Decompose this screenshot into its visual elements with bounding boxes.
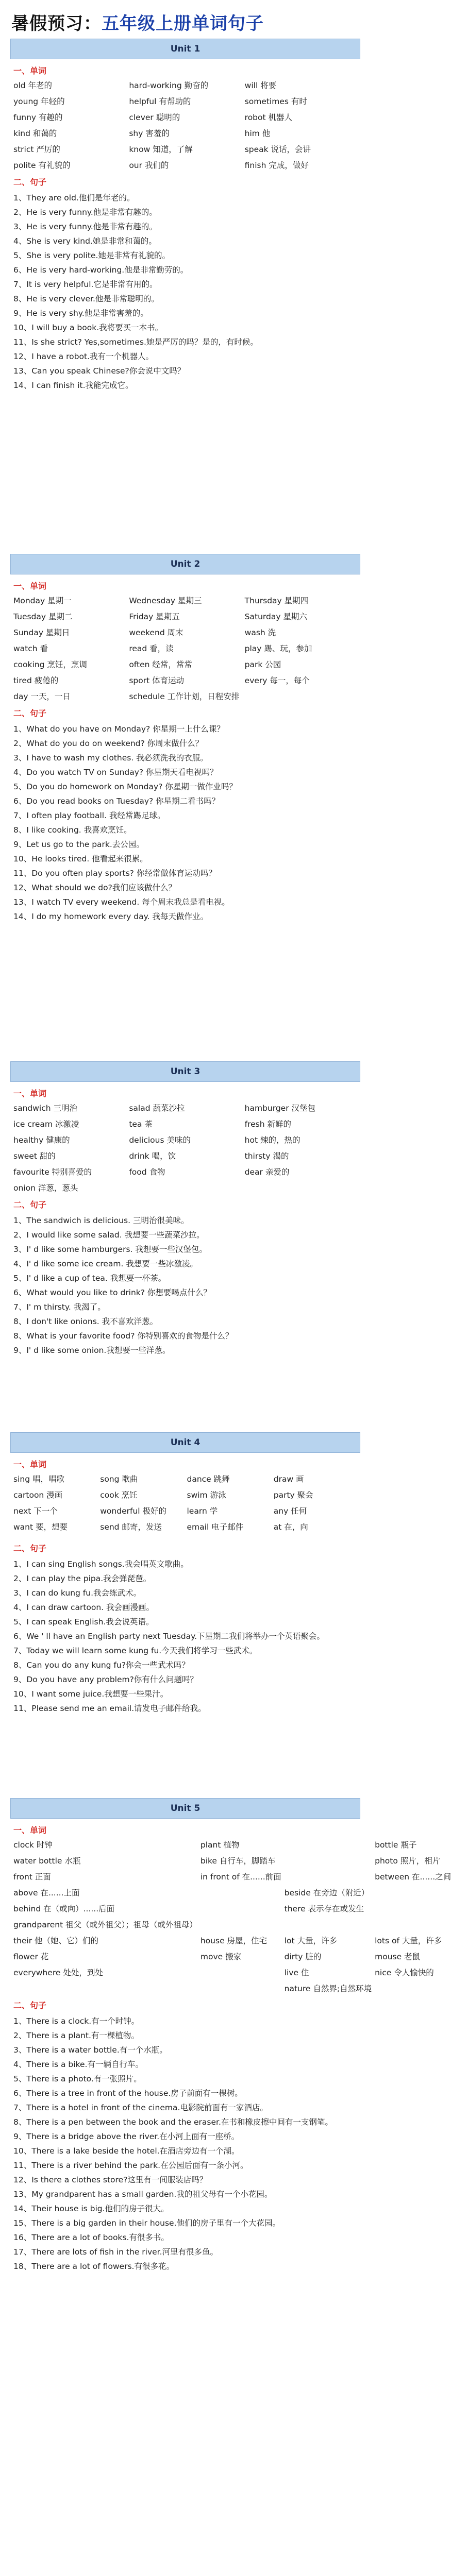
sentence-item: 6、There is a tree in front of the house.房子前面有一棵树。 <box>13 2089 243 2098</box>
sentence-item: 7、I often play football. 我经常踢足球。 <box>13 811 165 820</box>
sentence-item: 8、I don't like onions. 我不喜欢洋葱。 <box>13 1317 158 1326</box>
sentence-item: 4、Do you watch TV on Sunday? 你星期天看电视吗？ <box>13 768 218 777</box>
word-cell: email 电子邮件 <box>187 1522 244 1532</box>
word-cell: sandwich 三明治 <box>13 1104 77 1113</box>
sentence-item: 13、My grandparent has a small garden.我的祖父母有一个小花园。 <box>13 2190 273 2199</box>
word-cell: often 经常，常常 <box>129 660 192 669</box>
sentence-item: 6、Do you read books on Tuesday? 你星期二看书吗？ <box>13 796 220 806</box>
word-cell: sing 唱，唱歌 <box>13 1475 64 1484</box>
sentence-item: 16、There are a lot of books.有很多书。 <box>13 2233 169 2242</box>
word-cell: bottle 瓶子 <box>375 1840 417 1850</box>
unit-4-words-heading: 一、单词 <box>13 1460 47 1469</box>
unit-3-sentence-list <box>10 1213 360 1358</box>
word-cell <box>201 1919 281 1930</box>
unit-2-sentence-list <box>10 722 360 924</box>
sentence-item: 1、There is a clock.有一个时钟。 <box>13 2016 140 2026</box>
word-cell: mouse 老鼠 <box>375 1952 421 1961</box>
unit-1-words-heading: 一、单词 <box>13 66 47 76</box>
word-cell: lot 大量，许多 <box>284 1936 337 1945</box>
word-cell: sometimes 有时 <box>244 97 307 106</box>
sentence-item: 12、I have a robot.我有一个机器人。 <box>13 352 154 361</box>
sentence-item: 5、She is very polite.她是非常有礼貌的。 <box>13 251 170 260</box>
sentence-item: 1、The sandwich is delicious. 三明治很美味。 <box>13 1216 189 1225</box>
word-cell: beside 在旁边（附近） <box>284 1888 370 1897</box>
word-cell: play 踢、玩，参加 <box>244 644 312 653</box>
sentence-item: 5、I' d like a cup of tea. 我想要一杯茶。 <box>13 1274 166 1283</box>
word-cell: know 知道，了解 <box>129 145 193 154</box>
word-cell: speak 说话，会讲 <box>244 145 311 154</box>
word-cell: clock 时钟 <box>13 1840 53 1850</box>
word-cell: nature 自然界;自然环境 <box>284 1984 372 1993</box>
word-cell: onion 洋葱，葱头 <box>13 1183 78 1193</box>
word-cell: salad 蔬菜沙拉 <box>129 1104 185 1113</box>
sentence-item: 4、She is very kind.她是非常和蔼的。 <box>13 236 157 246</box>
sentence-item: 4、I can draw cartoon. 我会画漫画。 <box>13 1603 155 1612</box>
sentence-item: 7、It is very helpful.它是非常有用的。 <box>13 280 158 289</box>
word-cell: cartoon 漫画 <box>13 1490 63 1500</box>
sentence-item: 2、He is very funny.他是非常有趣的。 <box>13 208 157 217</box>
sentence-item: 8、There is a pen between the book and the eraser.在书和橡皮擦中间有一支钢笔。 <box>13 2117 333 2127</box>
sentence-item: 18、There are a lot of flowers.有很多花。 <box>13 2262 174 2271</box>
sentence-item: 15、There is a big garden in their house.他们的房子里有一个大花园。 <box>13 2218 281 2228</box>
word-cell: dear 亲爱的 <box>244 1167 290 1177</box>
sentence-item: 8、Can you do any kung fu?你会一些武术吗？ <box>13 1660 190 1670</box>
sentence-item: 4、There is a bike.有一辆自行车。 <box>13 2060 143 2069</box>
sentence-item: 1、They are old.他们是年老的。 <box>13 193 135 202</box>
word-cell <box>13 1982 197 1994</box>
sentence-item: 9、He is very shy.他是非常害羞的。 <box>13 309 148 318</box>
unit-3-words-heading: 一、单词 <box>13 1089 47 1098</box>
word-cell: read 看，读 <box>129 644 174 653</box>
word-cell <box>201 1887 281 1898</box>
sentence-item: 2、What do you do on weekend? 你周末做什么？ <box>13 739 204 748</box>
sentence-item: 3、I' d like some hamburgers. 我想要一些汉堡包。 <box>13 1245 207 1254</box>
word-cell <box>375 1903 451 1914</box>
sentence-item: 3、I have to wash my clothes. 我必须洗我的衣服。 <box>13 753 208 762</box>
word-cell: wonderful 极好的 <box>100 1506 166 1516</box>
word-cell: move 搬家 <box>200 1952 242 1961</box>
word-cell: house 房屋，住宅 <box>200 1936 268 1945</box>
word-cell: want 要，想要 <box>13 1522 68 1532</box>
word-cell: hard-working 勤奋的 <box>129 81 209 90</box>
word-cell <box>201 1903 281 1914</box>
word-cell: funny 有趣的 <box>13 113 63 122</box>
word-cell: in front of 在......前面 <box>200 1872 281 1882</box>
word-cell: Saturday 星期六 <box>244 612 307 621</box>
unit-4-section <box>10 1432 360 1716</box>
word-cell: old 年老的 <box>13 81 53 90</box>
word-cell: front 正面 <box>13 1872 51 1882</box>
word-cell: kind 和蔼的 <box>13 129 57 138</box>
unit-5-sentence-list <box>10 2014 360 2274</box>
sentence-item: 5、I can speak English.我会说英语。 <box>13 1617 154 1626</box>
word-cell: ice cream 冰激凌 <box>13 1120 79 1129</box>
unit-5-sentences-heading: 二、句子 <box>13 2001 47 2010</box>
unit-4-word-grid <box>10 1473 360 1537</box>
word-cell: sweet 甜的 <box>13 1151 56 1161</box>
word-cell: healthy 健康的 <box>13 1136 70 1145</box>
word-cell <box>245 1182 357 1193</box>
word-cell: food 食物 <box>129 1167 165 1177</box>
unit-1-word-grid <box>10 79 360 171</box>
sentence-item: 9、There is a bridge above the river.在小河上面有一座桥。 <box>13 2132 240 2141</box>
sentence-item: 7、Today we will learn some kung fu.今天我们将学习一些武术。 <box>13 1646 258 1655</box>
word-cell: sport 体育运动 <box>129 676 185 685</box>
word-cell: hot 辣的，热的 <box>244 1136 300 1145</box>
word-cell: live 住 <box>284 1968 309 1977</box>
word-cell: day 一天，一日 <box>13 692 71 701</box>
sentence-item: 4、I' d like some ice cream. 我想要一些冰激凌。 <box>13 1259 198 1268</box>
sentence-item: 5、Do you do homework on Monday? 你星期一做作业吗？ <box>13 782 237 791</box>
word-cell: song 歌曲 <box>100 1475 138 1484</box>
word-cell: next 下一个 <box>13 1506 58 1516</box>
word-cell: grandparent 祖父（或外祖父）；祖母（或外祖母） <box>13 1920 197 1929</box>
word-cell: him 他 <box>244 129 271 138</box>
word-cell: Friday 星期五 <box>129 612 180 621</box>
word-cell: everywhere 处处，到处 <box>13 1968 103 1977</box>
sentence-item: 9、Let us go to the park.去公园。 <box>13 840 144 849</box>
sentence-item: 9、I' d like some onion.我想要一些洋葱。 <box>13 1346 171 1355</box>
word-cell <box>285 1871 372 1882</box>
word-cell <box>375 1887 451 1898</box>
sentence-item: 12、Is there a clothes store?这里有一间服装店吗？ <box>13 2175 208 2184</box>
sentence-item: 10、I want some juice.我想要一些果汁。 <box>13 1689 169 1699</box>
word-cell: young 年轻的 <box>13 97 65 106</box>
unit-5-section <box>10 1798 451 2274</box>
unit-5-header: Unit 5 <box>10 1798 360 1819</box>
sentence-item: 14、I do my homework every day. 我每天做作业。 <box>13 912 208 921</box>
unit-3-word-grid <box>10 1102 360 1193</box>
unit-4-sentence-list <box>10 1557 360 1716</box>
sentence-item: 11、There is a river behind the park.在公园后面有一条小河。 <box>13 2161 248 2170</box>
word-cell: flower 花 <box>13 1952 49 1961</box>
word-cell: Sunday 星期日 <box>13 628 70 637</box>
unit-3-header: Unit 3 <box>10 1061 360 1082</box>
page-title <box>11 9 264 35</box>
sentence-item: 8、What is your favorite food? 你特别喜欢的食物是什么？ <box>13 1331 233 1341</box>
word-cell: lots of 大量，许多 <box>375 1936 442 1945</box>
word-cell: delicious 美味的 <box>129 1136 191 1145</box>
word-cell: will 将要 <box>244 81 277 90</box>
word-cell: between 在......之间 <box>375 1872 451 1882</box>
word-cell: nice 令人愉快的 <box>375 1968 434 1977</box>
unit-2-header: Unit 2 <box>10 554 360 574</box>
word-cell: park 公园 <box>244 660 281 669</box>
sentence-item: 12、What should we do?我们应该做什么？ <box>13 883 176 892</box>
word-cell: our 我们的 <box>129 161 169 170</box>
sentence-item: 6、What would you like to drink? 你想要喝点什么？ <box>13 1288 211 1297</box>
unit-4-header: Unit 4 <box>10 1432 360 1453</box>
title-part-1: 暑假预习： <box>11 13 102 34</box>
sentence-item: 11、Do you often play sports? 你经常做体育运动吗？ <box>13 869 216 878</box>
sentence-item: 14、Their house is big.他们的房子很大。 <box>13 2204 169 2213</box>
word-cell: clever 聪明的 <box>129 113 180 122</box>
sentence-item: 5、There is a photo.有一张照片。 <box>13 2074 142 2083</box>
word-cell: Thursday 星期四 <box>244 596 309 605</box>
word-cell: drink 喝，饮 <box>129 1151 176 1161</box>
word-cell: helpful 有帮助的 <box>129 97 191 106</box>
word-cell: favourite 特别喜爱的 <box>13 1167 92 1177</box>
sentence-item: 10、He looks tired. 他看起来很累。 <box>13 854 148 863</box>
word-cell: any 任何 <box>273 1506 307 1516</box>
sentence-item: 17、There are lots of fish in the river.河里有很多鱼。 <box>13 2247 219 2257</box>
unit-3-sentences-heading: 二、句子 <box>13 1200 47 1210</box>
word-cell: strict 严厉的 <box>13 145 60 154</box>
unit-1-header: Unit 1 <box>10 39 360 59</box>
sentence-item: 2、There is a plant.有一棵植物。 <box>13 2031 139 2040</box>
word-cell: wash 洗 <box>244 628 276 637</box>
unit-1-sentence-list <box>10 191 360 393</box>
sentence-item: 11、Is she strict? Yes,sometimes.她是严厉的吗？是的，有时候。 <box>13 337 258 347</box>
word-cell: there 表示存在或发生 <box>284 1904 364 1913</box>
word-cell: watch 看 <box>13 644 48 653</box>
word-cell: tea 茶 <box>129 1120 153 1129</box>
word-cell: weekend 周末 <box>129 628 183 637</box>
word-cell: dirty 脏的 <box>284 1952 322 1961</box>
word-cell: swim 游泳 <box>187 1490 226 1500</box>
unit-1-sentences-heading: 二、句子 <box>13 177 47 187</box>
sentence-item: 9、Do you have any problem?你有什么问题吗？ <box>13 1675 198 1684</box>
word-cell <box>129 1182 241 1193</box>
word-cell: party 聚会 <box>273 1490 313 1500</box>
sentence-item: 11、Please send me an email.请发电子邮件给我。 <box>13 1704 206 1713</box>
word-cell <box>285 1839 372 1850</box>
sentence-item: 10、I will buy a book.我将要买一本书。 <box>13 323 163 332</box>
unit-3-section <box>10 1061 360 1358</box>
word-cell <box>285 1855 372 1866</box>
sentence-item: 13、Can you speak Chinese?你会说中文吗？ <box>13 366 186 376</box>
unit-2-sentences-heading: 二、句子 <box>13 708 47 718</box>
word-cell: behind 在（或向）......后面 <box>13 1904 115 1913</box>
title-part-2: 五年级上册单词句子 <box>102 13 264 34</box>
word-cell: tired 疲倦的 <box>13 676 59 685</box>
sentence-item: 3、He is very funny.他是非常有趣的。 <box>13 222 157 231</box>
sentence-item: 6、He is very hard-working.他是非常勤劳的。 <box>13 265 189 275</box>
word-cell: fresh 新鲜的 <box>244 1120 292 1129</box>
word-cell: polite 有礼貌的 <box>13 161 71 170</box>
word-cell: Tuesday 星期二 <box>13 612 73 621</box>
word-cell: Monday 星期一 <box>13 596 72 605</box>
word-cell <box>245 690 357 702</box>
sentence-item: 6、We ' ll have an English party next Tuesday.下星期二我们将举办一个英语聚会。 <box>13 1632 325 1641</box>
word-cell <box>285 1919 372 1930</box>
unit-2-words-heading: 一、单词 <box>13 581 47 591</box>
word-cell: every 每一，每个 <box>244 676 310 685</box>
sentence-item: 13、I watch TV every weekend. 每个周末我总是看电视。 <box>13 897 230 907</box>
word-cell: dance 跳舞 <box>187 1475 230 1484</box>
word-cell <box>201 1967 281 1978</box>
unit-5-word-grid <box>10 1839 451 1994</box>
word-cell: thirsty 渴的 <box>244 1151 289 1161</box>
word-cell: draw 画 <box>273 1475 304 1484</box>
sentence-item: 2、I would like some salad. 我想要一些蔬菜沙拉。 <box>13 1230 205 1240</box>
word-cell: learn 学 <box>187 1506 218 1516</box>
unit-2-section <box>10 554 360 924</box>
word-cell: shy 害羞的 <box>129 129 170 138</box>
word-cell: bike 自行车，脚踏车 <box>200 1856 276 1866</box>
word-cell: finish 完成，做好 <box>244 161 309 170</box>
word-cell: above 在......上面 <box>13 1888 80 1897</box>
sentence-item: 8、I like cooking. 我喜欢烹饪。 <box>13 825 132 835</box>
sentence-item: 7、I' m thirsty. 我渴了。 <box>13 1302 106 1312</box>
sentence-item: 10、There is a lake beside the hotel.在酒店旁边有一个湖。 <box>13 2146 240 2156</box>
sentence-item: 7、There is a hotel in front of the cinema.电影院前面有一家酒店。 <box>13 2103 268 2112</box>
sentence-item: 14、I can finish it.我能完成它。 <box>13 381 133 390</box>
word-cell: send 邮寄，发送 <box>100 1522 162 1532</box>
word-cell: at 在，向 <box>273 1522 308 1532</box>
unit-2-word-grid <box>10 595 360 702</box>
word-cell: cooking 烹饪，烹调 <box>13 660 87 669</box>
word-cell <box>375 1982 451 1994</box>
sentence-item: 8、He is very clever.他是非常聪明的。 <box>13 294 159 303</box>
word-cell <box>375 1919 451 1930</box>
sentence-item: 3、I can do kung fu.我会练武术。 <box>13 1588 142 1598</box>
sentence-item: 1、What do you have on Monday? 你星期一上什么课？ <box>13 724 225 734</box>
word-cell: cook 烹饪 <box>100 1490 138 1500</box>
word-cell: plant 植物 <box>200 1840 240 1850</box>
word-cell: robot 机器人 <box>244 113 292 122</box>
unit-1-section <box>10 39 360 393</box>
sentence-item: 2、I can play the pipa.我会弹琵琶。 <box>13 1574 152 1583</box>
word-cell: schedule 工作计划，日程安排 <box>129 692 240 701</box>
sentence-item: 3、There is a water bottle.有一个水瓶。 <box>13 2045 168 2055</box>
unit-4-sentences-heading: 二、句子 <box>13 1544 47 1553</box>
unit-5-words-heading: 一、单词 <box>13 1825 47 1835</box>
word-cell: photo 照片，相片 <box>375 1856 441 1866</box>
word-cell: hamburger 汉堡包 <box>244 1104 316 1113</box>
word-cell: their 他（她、它）们的 <box>13 1936 99 1945</box>
sentence-item: 1、I can sing English songs.我会唱英文歌曲。 <box>13 1560 189 1569</box>
word-cell: water bottle 水瓶 <box>13 1856 81 1866</box>
word-cell <box>201 1982 281 1994</box>
word-cell: Wednesday 星期三 <box>129 596 202 605</box>
